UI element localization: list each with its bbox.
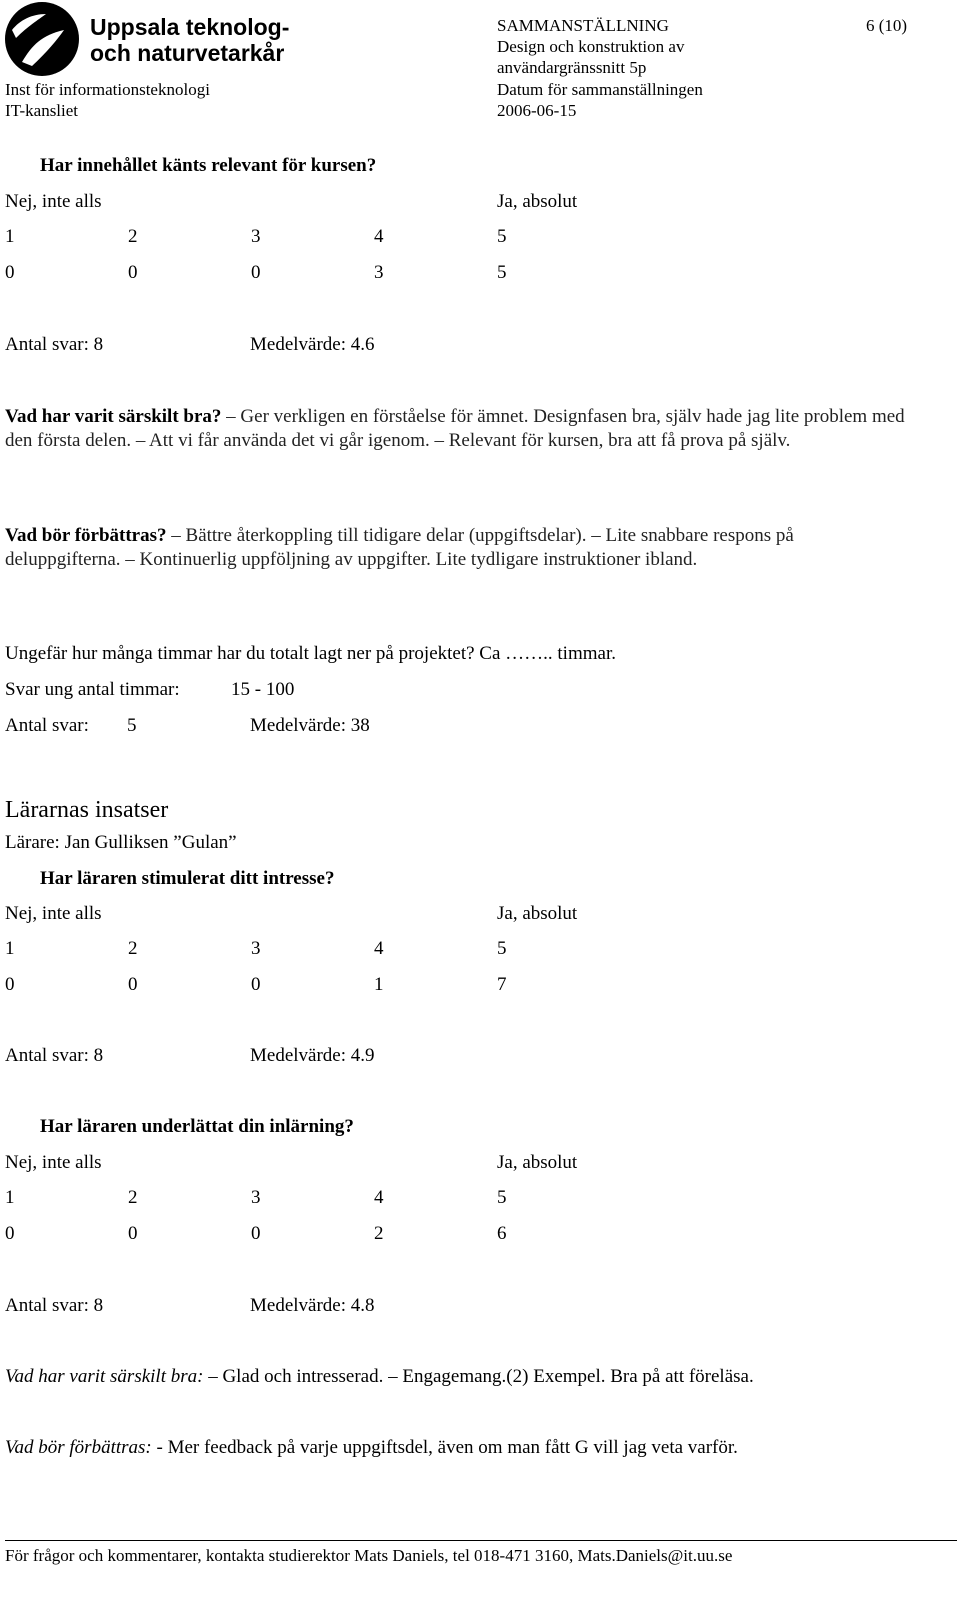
scale-value: 2: [128, 1187, 138, 1208]
logo-line-2: och naturvetarkår: [90, 40, 285, 66]
scale-value: 2: [128, 226, 138, 247]
scale-value: 3: [251, 1187, 261, 1208]
scale-value: 4: [374, 938, 384, 959]
count-value: 6: [497, 1223, 507, 1244]
doc-type: SAMMANSTÄLLNING: [497, 16, 669, 35]
count-value: 0: [128, 262, 138, 283]
comment-good-text: – Ger verkligen en förståelse för ämnet. Designfasen bra, själv hade jag lite problem med den första delen. – Att vi får använda det vi går igenom. – Relevant för kursen, bra att få prova på själv.: [5, 406, 905, 451]
hours-range: 15 - 100: [231, 679, 295, 700]
count-value: 1: [374, 974, 384, 995]
course-line-2: användargränssnitt 5p: [497, 58, 647, 77]
count-value: 0: [251, 1223, 261, 1244]
answer-count: Antal svar: 8: [5, 1295, 104, 1316]
scale-value: 5: [497, 938, 507, 959]
university-logo: [2, 0, 82, 78]
hours-answers: 5: [127, 715, 137, 736]
answer-count: Antal svar: 8: [5, 1045, 104, 1066]
count-value: 0: [128, 1223, 138, 1244]
question-facilitated: Har läraren underlättat din inlärning?: [40, 1116, 354, 1137]
scale-value: 1: [5, 226, 15, 247]
answer-count: Antal svar: 8: [5, 334, 104, 355]
date-label: Datum för sammanställningen: [497, 80, 703, 99]
count-value: 0: [251, 262, 261, 283]
teacher-comment-good-text: – Glad och intresserad. – Engagemang.(2) Exempel. Bra på att föreläsa.: [203, 1366, 754, 1387]
mean-value: Medelvärde: 4.9: [250, 1045, 375, 1066]
scale-value: 4: [374, 1187, 384, 1208]
question-stimulated: Har läraren stimulerat ditt intresse?: [40, 868, 335, 889]
scale-value: 3: [251, 226, 261, 247]
comment-improve: [5, 524, 905, 572]
scale-high-label: Ja, absolut: [497, 191, 578, 212]
logo-emblem-icon: [2, 0, 82, 78]
count-value: 0: [251, 974, 261, 995]
section-heading: Lärarnas insatser: [5, 797, 169, 823]
teacher-comment-improve-text: - Mer feedback på varje uppgiftsdel, även om man fått G vill jag veta varför.: [151, 1437, 738, 1458]
footer-contact: För frågor och kommentarer, kontakta studierektor Mats Daniels, tel 018-471 3160, Mats.Daniels@it.uu.se: [5, 1546, 733, 1565]
hours-mean: Medelvärde: 38: [250, 715, 370, 736]
comment-improve-text: – Bättre återkoppling till tidigare delar (uppgiftsdelar). – Lite snabbare respons på deluppgifterna. – Kontinuerlig uppföljning av uppgifter. Lite tydligare instruktioner ibland.: [5, 525, 794, 570]
office: IT-kansliet: [5, 101, 79, 120]
scale-high-label: Ja, absolut: [497, 1152, 578, 1173]
course-line-1: Design och konstruktion av: [497, 37, 685, 56]
hours-range-label: Svar ung antal timmar:: [5, 679, 180, 700]
teacher-comment-good: [5, 1366, 754, 1388]
hours-answers-label: Antal svar:: [5, 715, 89, 736]
count-value: 0: [5, 974, 15, 995]
count-value: 0: [128, 974, 138, 995]
count-value: 5: [497, 262, 507, 283]
scale-value: 2: [128, 938, 138, 959]
hours-question: Ungefär hur många timmar har du totalt lagt ner på projektet? Ca …….. timmar.: [5, 643, 616, 664]
teacher-name: Lärare: Jan Gulliksen ”Gulan”: [5, 832, 237, 853]
scale-high-label: Ja, absolut: [497, 903, 578, 924]
teacher-comment-good-label: Vad har varit särskilt bra:: [5, 1366, 204, 1387]
mean-value: Medelvärde: 4.8: [250, 1295, 375, 1316]
mean-value: Medelvärde: 4.6: [250, 334, 375, 355]
department: Inst för informationsteknologi: [5, 80, 210, 99]
teacher-comment-improve: [5, 1437, 738, 1459]
footer-divider: [5, 1540, 957, 1541]
count-value: 2: [374, 1223, 384, 1244]
question-relevant: Har innehållet känts relevant för kursen?: [40, 155, 377, 176]
scale-low-label: Nej, inte alls: [5, 903, 102, 924]
count-value: 3: [374, 262, 384, 283]
scale-low-label: Nej, inte alls: [5, 1152, 102, 1173]
page-number: 6 (10): [866, 16, 908, 35]
scale-value: 5: [497, 226, 507, 247]
scale-value: 4: [374, 226, 384, 247]
teacher-comment-improve-label: Vad bör förbättras:: [5, 1437, 152, 1458]
count-value: 0: [5, 1223, 15, 1244]
date: 2006-06-15: [497, 101, 577, 120]
scale-value: 1: [5, 938, 15, 959]
scale-value: 1: [5, 1187, 15, 1208]
count-value: 7: [497, 974, 507, 995]
scale-value: 5: [497, 1187, 507, 1208]
scale-low-label: Nej, inte alls: [5, 191, 102, 212]
logo-line-1: Uppsala teknolog-: [90, 14, 290, 40]
count-value: 0: [5, 262, 15, 283]
comment-good-label: Vad har varit särskilt bra?: [5, 406, 222, 427]
scale-value: 3: [251, 938, 261, 959]
comment-good: [5, 405, 905, 453]
comment-improve-label: Vad bör förbättras?: [5, 525, 167, 546]
